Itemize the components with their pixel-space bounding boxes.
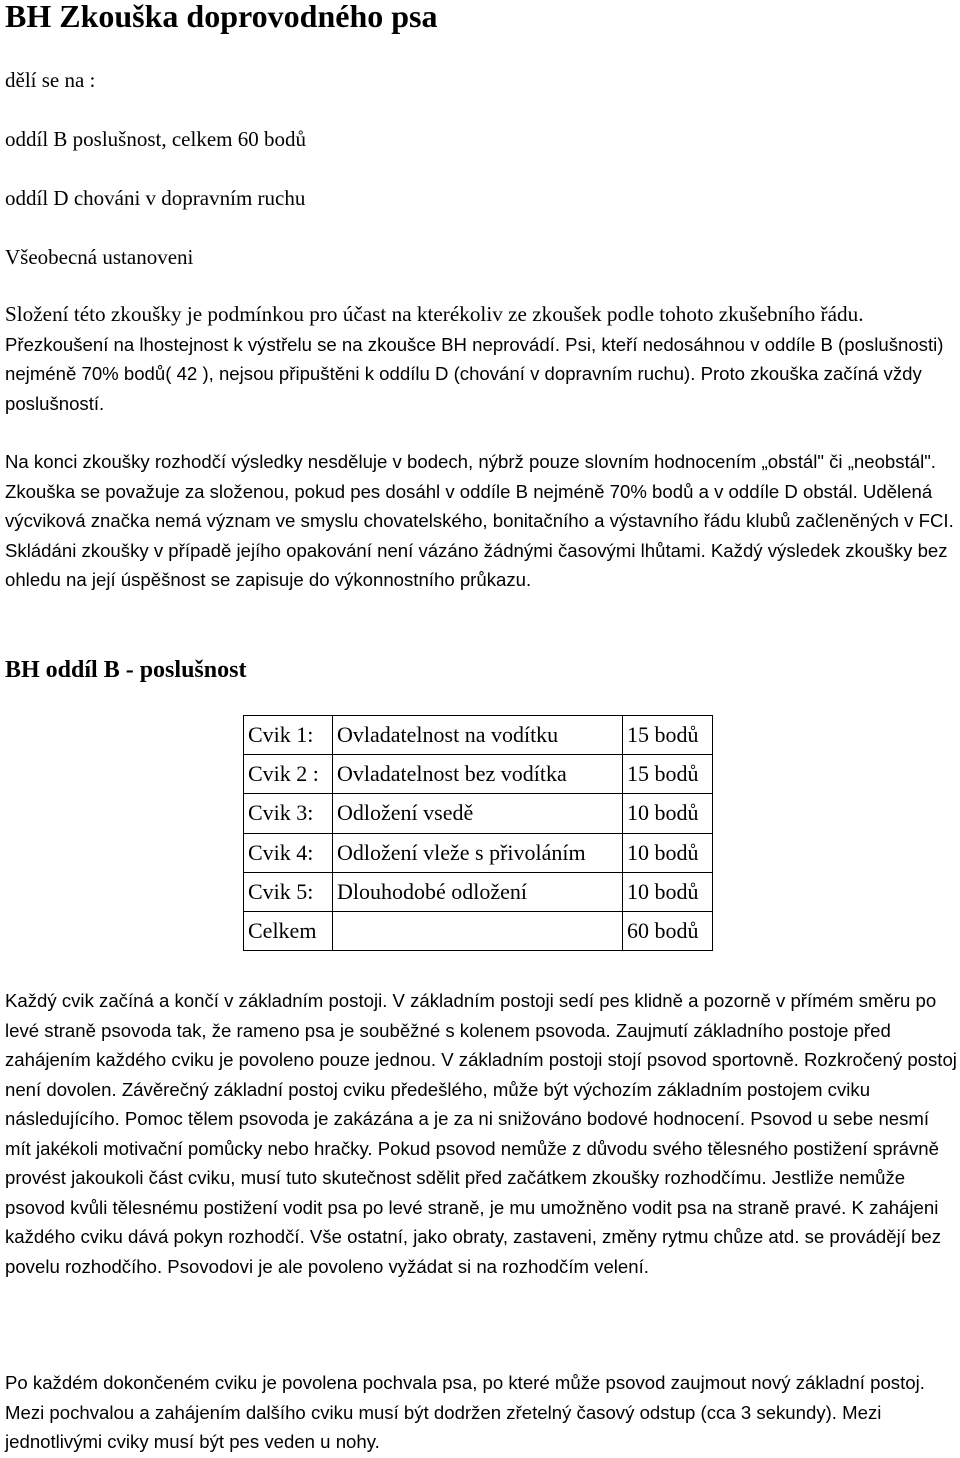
section-b-heading: BH oddíl B - poslušnost [5,657,247,683]
exercise-points: 10 bodů [623,794,713,833]
section-b-summary: oddíl B poslušnost, celkem 60 bodů [5,127,306,151]
table-row [244,716,713,755]
exercise-points: 15 bodů [623,755,713,794]
paragraph-basic-position [5,987,960,1282]
exercise-name: Odložení vsedě [333,794,623,833]
exercise-points: 60 bodů [623,911,713,950]
exercise-label: Cvik 2 : [244,755,333,794]
exercise-label: Cvik 4: [244,833,333,872]
exercise-points: 10 bodů [623,872,713,911]
table-row [244,833,713,872]
paragraph-general-2 [5,448,960,596]
exercise-name: Ovladatelnost na vodítku [333,716,623,755]
paragraph-span: Na konci zkoušky rozhodčí výsledky nesděluje v bodech, nýbrž pouze slovním hodnocením „obstál" či „neobstál". Zkouška se považuje za složenou, pokud pes dosáhl v oddíle B nejméně 70% bodů a v oddíle D obstál. Udělená výcviková značka nemá význam ve smyslu chovatelského, bonitačního a výstavního řádu klubů začleněných v FCI. Skládáni zkoušky v případě jejího opakování není vázáno žádnými časovými lhůtami. Každý výsledek zkoušky bez ohledu na její úspěšnost se zapisuje do výkonnostního průkazu. [5,451,954,590]
exercise-name: Odložení vleže s přivoláním [333,833,623,872]
paragraph-span: Každý cvik začíná a končí v základním postoji. V základním postoji sedí pes klidně a pozorně v přímém směru po levé straně psovoda tak, že rameno psa je souběžné s kolenem psovoda. Zaujmutí základního postoje před zahájením každého cviku je povoleno pouze jednou. V základním postoji stojí psovod sportovně. Rozkročený postoj není dovolen. Závěrečný základní postoj cviku předešlého, může být výchozím základním postojem cviku následujícího. Pomoc tělem psovoda je zakázána a je za ni snižováno bodové hodnocení. Psovod u sebe nesmí mít jakékoli motivační pomůcky nebo hračky. Pokud psovod nemůže z důvodu svého tělesného postižení správně provést jakoukoli část cviku, musí tuto skutečnost sdělit před začátkem zkoušky rozhodčímu. Jestliže nemůže psovod kvůli tělesnému postižení vodit psa po levé straně, je mu umožněno vodit psa na straně pravé. K zahájeni každého cviku dává pokyn rozhodčí. Vše ostatní, jako obraty, zastaveni, změny rytmu chůze atd. se provádějí bez povelu rozhodčího. Psovodovi je ale povoleno vyžádat si na rozhodčím velení. [5,990,957,1277]
table-row [244,794,713,833]
exercises-table [243,715,713,951]
table-row [244,755,713,794]
exercise-points: 10 bodů [623,833,713,872]
exercise-label: Cvik 1: [244,716,333,755]
paragraph-span: Po každém dokončeném cviku je povolena pochvala psa, po které může psovod zaujmout nový základní postoj. Mezi pochvalou a zahájením dalšího cviku musí být dodržen zřetelný časový odstup (cca 3 sekundy). Mezi jednotlivými cviky musí být pes veden u nohy. [5,1372,925,1452]
paragraph-span: Složení této zkoušky je podmínkou pro účast na kterékoliv ze zkoušek podle tohoto zkušebního řádu. [5,302,864,326]
section-d-summary: oddíl D chováni v dopravním ruchu [5,186,306,210]
exercise-name: Dlouhodobé odložení [333,872,623,911]
exercise-points: 15 bodů [623,716,713,755]
paragraph-general-1 [5,300,960,419]
exercise-label: Cvik 3: [244,794,333,833]
general-provisions-heading: Všeobecná ustanoveni [5,245,194,269]
table-row [244,911,713,950]
table-row [244,872,713,911]
document-title: BH Zkouška doprovodného psa [5,0,438,34]
exercise-name [333,911,623,950]
exercise-label: Celkem [244,911,333,950]
exercise-label: Cvik 5: [244,872,333,911]
divides-label: dělí se na : [5,68,96,92]
paragraph-praise [5,1369,960,1458]
paragraph-span: Přezkoušení na lhostejnost k výstřelu se na zkoušce BH neprovádí. Psi, kteří nedosáhnou v oddíle B (poslušnosti) nejméně 70% bodů( 42 ), nejsou připuštěni k oddílu D (chování v dopravním ruchu). Proto zkouška začíná vždy poslušností. [5,333,944,414]
exercise-name: Ovladatelnost bez vodítka [333,755,623,794]
